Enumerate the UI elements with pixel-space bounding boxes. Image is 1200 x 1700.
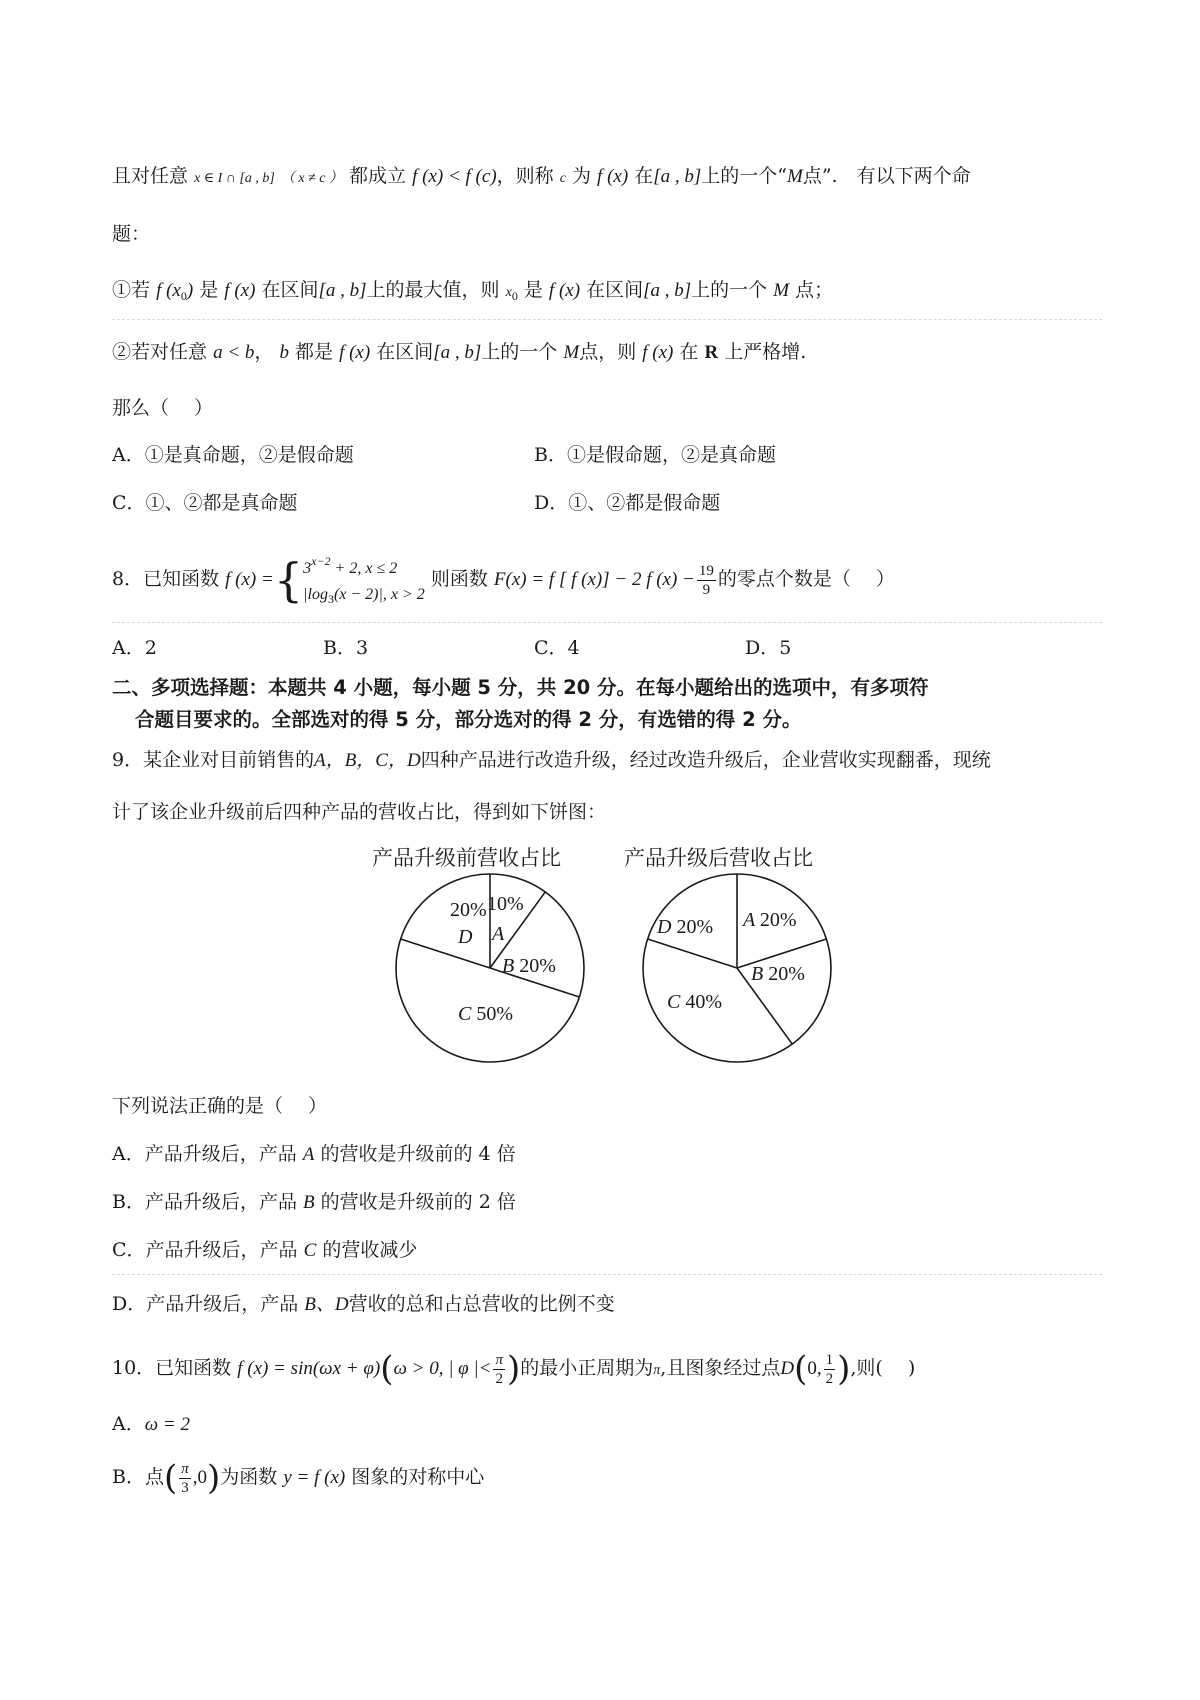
text: 上的一个“ [701, 165, 787, 187]
math-expr: x ∈ I ∩ [a , b] [194, 171, 275, 186]
q8-stem [112, 548, 895, 612]
q7-option-b[interactable]: B．①是假命题，②是真命题 [534, 444, 776, 466]
text: 在区间 [376, 341, 434, 363]
q7-option-d[interactable]: D．①、②都是假命题 [534, 492, 721, 514]
q7-prompt: 那么（ ） [112, 397, 214, 419]
text: 点，则 [579, 341, 637, 363]
math-expr: f $(x_0)$ [156, 280, 194, 303]
math-expr: y = f (x) [283, 1467, 346, 1488]
text: 且对任意 [112, 165, 189, 187]
text: 在 [634, 165, 654, 187]
text: 图象的对称中心 [351, 1466, 485, 1488]
section-heading-line1: 二、多项选择题：本题共 4 小题，每小题 5 分，共 20 分。在每小题给出的选项中，有多项符 [112, 676, 929, 699]
slice-label-C: C 50% [458, 1003, 514, 1025]
text: ①若 [112, 279, 151, 301]
pie-slice-boundary-D [648, 939, 737, 968]
text: 的营收减少 [322, 1239, 418, 1261]
piecewise-cases: $3^{x-2} + 2$, x ≤ 2 $|\log_3(x - 2)|$, x > 2 [303, 554, 425, 606]
divider [112, 319, 1102, 320]
math-expr: （ x ≠ c ） [280, 171, 343, 186]
math-expr: 0, [807, 1358, 822, 1379]
math-expr: ω > 0, | φ |< [393, 1358, 492, 1379]
text: 点”. 有以下两个命 [802, 165, 971, 187]
chart-title-after: 产品升级后营收占比 [624, 846, 813, 870]
q10-option-b[interactable]: B．点( $\frac{\pi}{3}$ ,0)为函数 y = f (x) 图象的对称中心 [112, 1458, 485, 1498]
math-expr: [a , b] [643, 280, 692, 301]
math-expr: b [279, 342, 289, 363]
q8-option-c[interactable]: C．4 [534, 637, 580, 659]
q8-option-b[interactable]: B．3 [323, 637, 369, 659]
math-expr: f (x) [339, 342, 371, 363]
fraction: $\frac{\pi}{3}$ [181, 1460, 189, 1496]
q7-option-c[interactable]: C．①、②都是真命题 [112, 492, 298, 514]
q7-stem-line1 [112, 162, 971, 193]
slice-label-C: C 40% [667, 991, 723, 1013]
q9-option-a[interactable] [112, 1140, 516, 1169]
section-heading-line2: 合题目要求的。全部选对的得 5 分，部分选对的得 2 分，有选错的得 2 分。 [135, 708, 802, 731]
text: 10．已知函数 [112, 1357, 232, 1379]
text: 在 [679, 341, 699, 363]
q7-proposition-2 [112, 338, 806, 367]
math-expr: [a , b] [318, 280, 367, 301]
text: 在区间 [586, 279, 644, 301]
math-expr: A [302, 1144, 315, 1165]
text: 的营收是升级前的 4 倍 [320, 1143, 516, 1165]
text: 都成立 [349, 165, 407, 187]
slice-label-D-percent: 20% [450, 899, 487, 921]
pie-slice-boundary-D [401, 939, 490, 968]
text: ②若对任意 [112, 341, 208, 363]
math-expr: ω = 2 [144, 1414, 190, 1435]
q7-option-a[interactable]: A．①是真命题，②是假命题 [112, 444, 354, 466]
math-expr: x0 [505, 285, 518, 303]
slice-label-B: B 20% [502, 955, 556, 977]
q7-proposition-1 [112, 276, 833, 310]
text: ， [254, 341, 274, 363]
text: 是 [199, 279, 219, 301]
text: A． [112, 1413, 145, 1435]
text: 上的一个 [481, 341, 558, 363]
q10-stem: 10．已知函数 f (x) = sin(ωx + φ)(ω > 0, | φ |< $\frac{\pi}{2}$ )的最小正周期为π,且图象经过点D(0, $\frac{1}{2}$ ),则( ) [112, 1349, 916, 1389]
text: 的营收是升级前的 2 倍 [320, 1191, 516, 1213]
text: 的最小正周期为 [520, 1357, 654, 1379]
text: 为函数 [220, 1466, 278, 1488]
math-expr: D [780, 1358, 795, 1379]
text: 的零点个数是（ ） [717, 568, 895, 590]
text: 四种产品进行改造升级，经过改造升级后，企业营收实现翻番，现统 [420, 749, 991, 771]
text: 营收的总和占总营收的比例不变 [348, 1293, 615, 1315]
math-expr: c [559, 171, 566, 186]
math-expr: A，B，C，D [314, 750, 421, 771]
text: B．产品升级后，产品 [112, 1191, 297, 1213]
text: ,且图象经过点 [660, 1357, 781, 1379]
text: 9．某企业对目前销售的 [112, 749, 315, 771]
slice-label-D: D [458, 926, 473, 948]
text: 上的一个 [691, 279, 768, 301]
math-expr: f (x) = sin(ωx + φ) [237, 1358, 381, 1379]
q9-option-d[interactable] [112, 1290, 615, 1319]
math-expr: [a , b] [433, 342, 482, 363]
math-expr: a < b [213, 342, 255, 363]
q9-stem-line2: 计了该企业升级前后四种产品的营收占比，得到如下饼图： [112, 801, 607, 823]
fraction: $\frac{1}{2}$ [825, 1351, 834, 1387]
q9-stem-line1 [112, 746, 991, 775]
text: 点； [795, 279, 834, 301]
text: 上的最大值，则 [366, 279, 500, 301]
text: 在区间 [261, 279, 319, 301]
math-expr: [a , b] [653, 166, 702, 187]
math-expr: R [704, 342, 719, 363]
text: ,则( ) [850, 1357, 916, 1379]
text: 上严格增. [724, 341, 807, 363]
math-expr: f (x) [642, 342, 674, 363]
math-expr: f (x) [224, 280, 256, 301]
math-expr: π [653, 1363, 661, 1378]
text: 8．已知函数 [112, 568, 220, 590]
divider [112, 622, 1102, 623]
text: B．点 [112, 1466, 164, 1488]
math-expr: f (x) [548, 280, 581, 301]
q9-question: 下列说法正确的是（ ） [112, 1095, 328, 1117]
divider [112, 1274, 1102, 1275]
math-expr: ,0 [192, 1467, 207, 1488]
math-expr: M [787, 166, 803, 187]
q9-option-b[interactable] [112, 1188, 516, 1217]
text: ，则称 [496, 165, 554, 187]
math-expr: M [773, 280, 790, 301]
q7-stem-line2: 题： [112, 223, 151, 245]
math-expr: F(x) = f [ f (x)] − 2 f (x) − [493, 569, 695, 590]
text: A．产品升级后，产品 [112, 1143, 297, 1165]
pie-chart-after [637, 868, 837, 1068]
text: 则函数 [430, 568, 488, 590]
pie-chart-before [390, 868, 590, 1068]
math-expr: f (x) < f (c) [412, 166, 497, 187]
math-expr: f (x) = [225, 569, 274, 590]
text: 是 [523, 279, 543, 301]
q10-option-a[interactable] [112, 1410, 190, 1439]
math-expr: B、D [304, 1294, 349, 1315]
text: C．产品升级后，产品 [112, 1239, 298, 1261]
slice-label-D: D 20% [657, 916, 714, 938]
math-expr: C [303, 1240, 317, 1261]
q9-option-c[interactable] [112, 1236, 417, 1265]
slice-label-B: B 20% [751, 963, 805, 985]
math-expr: M [563, 342, 580, 363]
math-expr: B [303, 1192, 315, 1213]
slice-label-A: A 20% [743, 909, 797, 931]
text: D．产品升级后，产品 [112, 1293, 299, 1315]
q8-option-d[interactable]: D．5 [745, 637, 792, 659]
chart-title-before: 产品升级前营收占比 [372, 846, 561, 870]
slice-label-A: A [492, 923, 505, 945]
fraction: $\frac{\pi}{2}$ [495, 1351, 503, 1387]
text: 为 [571, 165, 591, 187]
slice-label-A-percent: 10% [487, 893, 524, 915]
q8-option-a[interactable]: A．2 [112, 637, 157, 659]
brace: { [273, 553, 304, 607]
fraction: $\frac{19}{9}$ [698, 562, 714, 598]
math-expr: f (x) [597, 166, 629, 187]
text: 都是 [295, 341, 334, 363]
